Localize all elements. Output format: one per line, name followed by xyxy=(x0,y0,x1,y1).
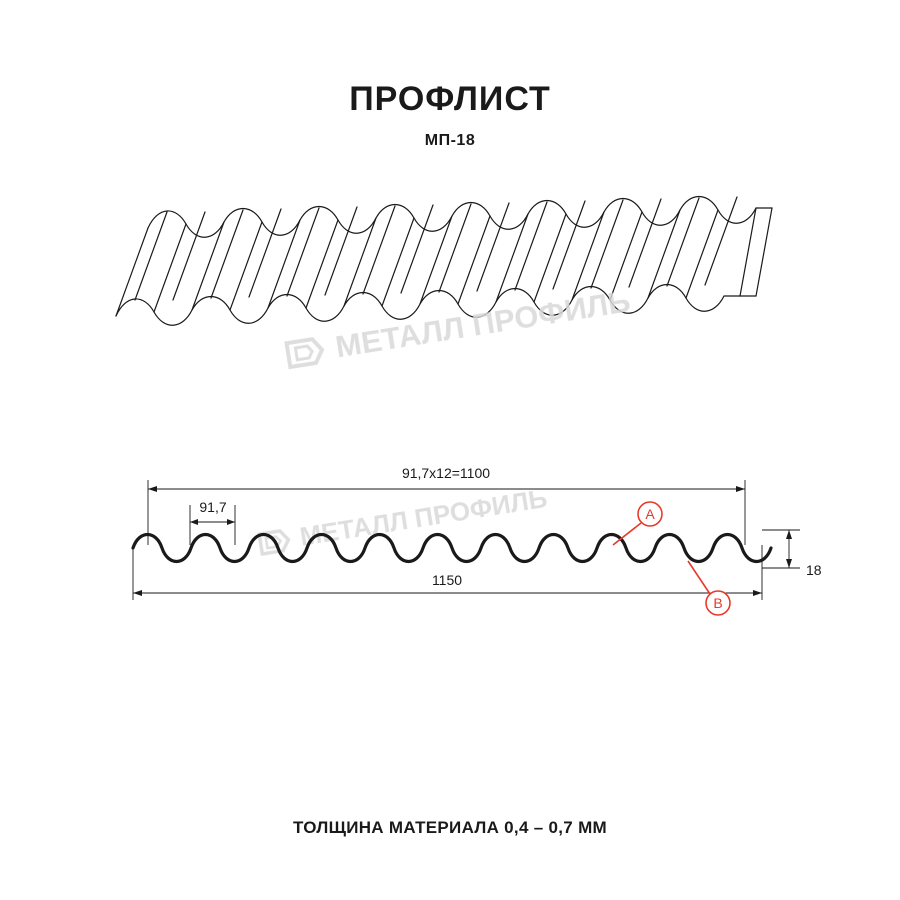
watermark-text-upper: МЕТАЛЛ ПРОФИЛЬ xyxy=(333,283,633,365)
dim-label-profile-height: 18 xyxy=(806,562,822,578)
dim-line-profile-height xyxy=(786,530,792,568)
callout-a-group xyxy=(613,502,662,545)
callout-b-label: B xyxy=(713,595,723,611)
material-thickness-note: ТОЛЩИНА МАТЕРИАЛА 0,4 – 0,7 ММ xyxy=(292,818,607,837)
page-subtitle: МП-18 xyxy=(424,132,476,149)
callout-b-leader xyxy=(688,561,710,594)
watermark-text-lower: МЕТАЛЛ ПРОФИЛЬ xyxy=(297,482,550,552)
dim-line-wave-pitch xyxy=(190,519,235,525)
dim-line-overall-width xyxy=(133,590,762,596)
page-title: ПРОФЛИСТ xyxy=(349,80,551,118)
dim-line-working-width xyxy=(148,486,745,492)
callout-a-leader xyxy=(613,523,641,545)
callout-a-label: A xyxy=(645,506,655,522)
callout-b-group xyxy=(688,561,730,615)
dim-label-overall-width: 1150 xyxy=(431,572,463,588)
corrugation-section-path xyxy=(133,535,771,562)
dim-label-working-width: 91,7x12=1100 xyxy=(401,465,491,481)
dim-label-wave-pitch: 91,7 xyxy=(199,499,227,515)
